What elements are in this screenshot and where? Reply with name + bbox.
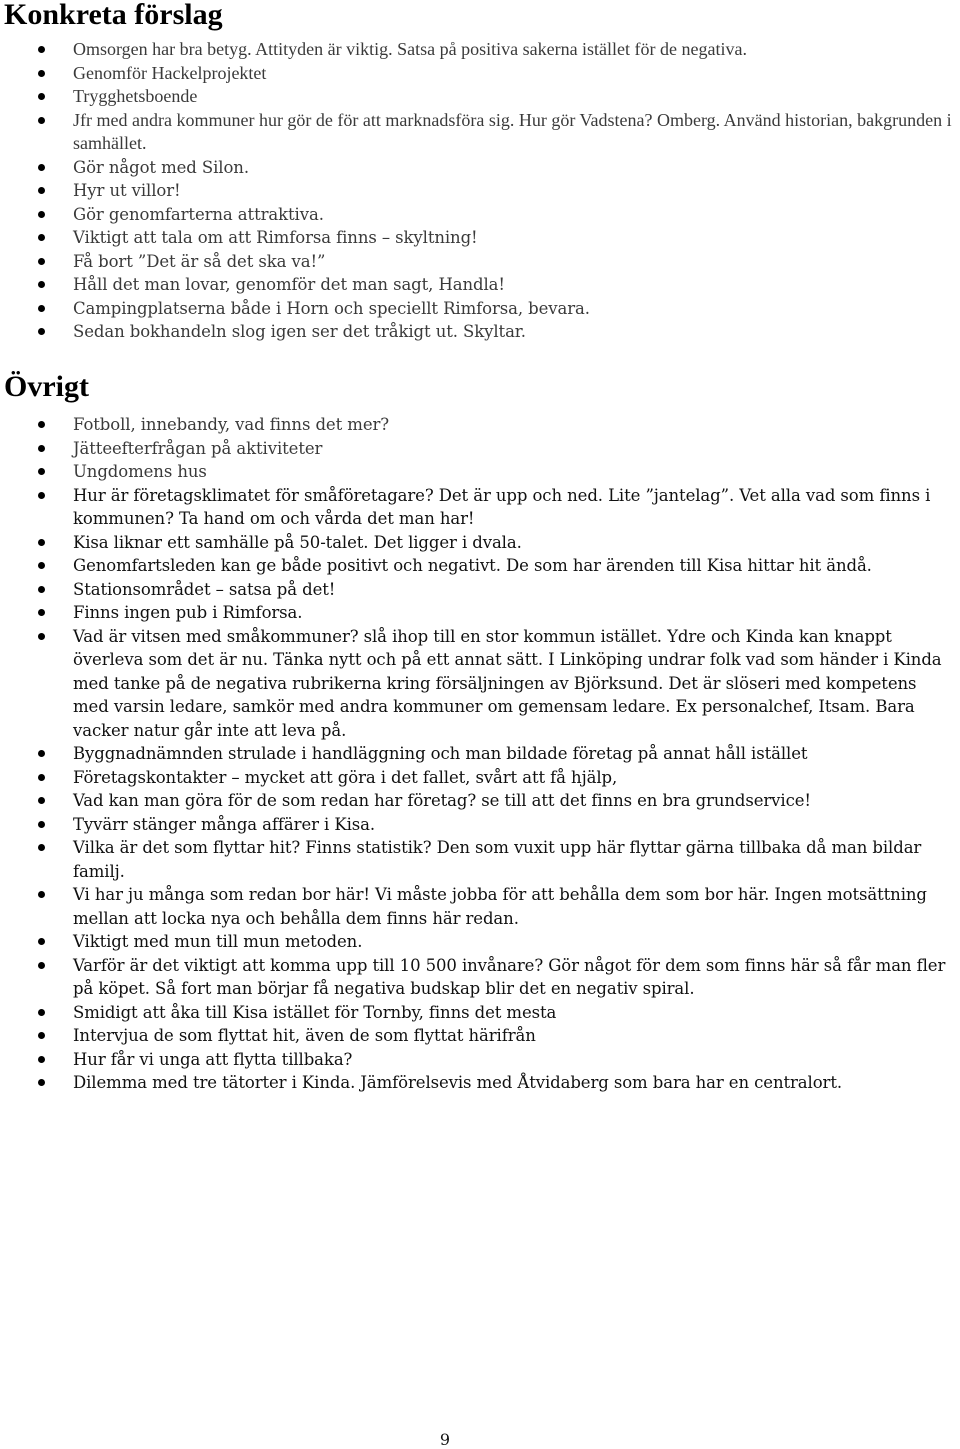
bullet-icon: [38, 281, 45, 288]
list-item-text: Viktigt med mun till mun metoden.: [73, 932, 363, 951]
list-item-text: Gör genomfarterna attraktiva.: [73, 204, 324, 224]
bullet-icon: [38, 258, 45, 265]
list-item: [0, 250, 960, 274]
bullet-icon: [38, 1079, 45, 1086]
list-item: [0, 578, 960, 602]
list-item-text: Jfr med andra kommuner hur gör de för att marknadsföra sig. Hur gör Vadstena? Omberg. Använd historian, bakgrunden i samhället.: [73, 109, 952, 153]
list-item: [0, 1048, 960, 1072]
bullet-icon: [38, 750, 45, 757]
list-item-text: Stationsområdet – satsa på det!: [73, 579, 336, 599]
list-item: [0, 179, 960, 203]
section-heading-konkreta-forslag: Konkreta förslag: [4, 0, 223, 31]
bullet-icon: [38, 468, 45, 475]
bullet-list-konkreta-forslag: [0, 38, 960, 344]
list-item-text: Jätteefterfrågan på aktiviteter: [73, 438, 323, 458]
list-item: [0, 297, 960, 321]
list-item: [0, 203, 960, 227]
list-item-text: Vad kan man göra för de som redan har företag? se till att det finns en bra grundservice!: [73, 791, 811, 810]
bullet-icon: [38, 305, 45, 312]
list-item: [0, 766, 960, 790]
list-item-text: Gör något med Silon.: [73, 157, 249, 177]
bullet-icon: [38, 774, 45, 781]
bullet-icon: [38, 421, 45, 428]
bullet-icon: [38, 844, 45, 851]
list-item-text: Sedan bokhandeln slog igen ser det tråkigt ut. Skyltar.: [73, 322, 526, 341]
list-item-text: Intervjua de som flyttat hit, även de som flyttat härifrån: [73, 1026, 536, 1045]
bullet-icon: [38, 492, 45, 499]
bullet-icon: [38, 821, 45, 828]
list-item-text: Tyvärr stänger många affärer i Kisa.: [73, 814, 376, 834]
bullet-icon: [38, 328, 45, 335]
bullet-icon: [38, 609, 45, 616]
list-item-text: Vad är vitsen med småkommuner? slå ihop till en stor kommun istället. Ydre och Kinda kan knappt överleva som det är nu. Tänka nytt och på ett annat sätt. I Linköping undrar folk vad som händer i Kinda med tanke på de negativa rubrikerna kring försäljningen av Björksund. Det är slöseri med kompetens med varsin ledare, samkör med andra kommuner om gemensam ledare. Ex personalchef, Itsam. Bara vacker natur går inte att leva på.: [73, 626, 942, 740]
list-item: [0, 1071, 960, 1095]
bullet-icon: [38, 187, 45, 194]
list-item-text: Vilka är det som flyttar hit? Finns statistik? Den som vuxit upp här flyttar gärna tillbaka då man bildar familj.: [73, 838, 922, 881]
list-item: [0, 226, 960, 250]
section-heading-ovrigt: Övrigt: [4, 370, 89, 403]
bullet-icon: [38, 891, 45, 898]
list-item-text: Håll det man lovar, genomför det man sagt, Handla!: [73, 275, 505, 294]
list-item-text: Omsorgen har bra betyg. Attityden är viktig. Satsa på positiva sakerna istället för de negativa.: [73, 39, 747, 59]
list-item: [0, 954, 960, 1001]
list-item-text: Viktigt att tala om att Rimforsa finns – skyltning!: [73, 228, 478, 247]
list-item: [0, 1024, 960, 1048]
list-item: [0, 484, 960, 531]
list-item: [0, 413, 960, 437]
bullet-icon: [38, 586, 45, 593]
list-item: [0, 85, 960, 109]
list-item: [0, 930, 960, 954]
list-item-text: Campingplatserna både i Horn och speciellt Rimforsa, bevara.: [73, 298, 590, 318]
list-item: [0, 38, 960, 62]
bullet-icon: [38, 539, 45, 546]
list-item-text: Hyr ut villor!: [73, 181, 181, 200]
list-item: [0, 156, 960, 180]
list-item-text: Fotboll, innebandy, vad finns det mer?: [73, 415, 390, 434]
bullet-icon: [38, 211, 45, 218]
list-item-text: Genomfartsleden kan ge både positivt och negativt. De som har ärenden till Kisa hittar hit ändå.: [73, 556, 872, 575]
bullet-icon: [38, 46, 45, 53]
bullet-icon: [38, 797, 45, 804]
list-item: [0, 273, 960, 297]
list-item-text: Finns ingen pub i Rimforsa.: [73, 603, 303, 622]
bullet-icon: [38, 93, 45, 100]
list-item-text: Smidigt att åka till Kisa istället för Tornby, finns det mesta: [73, 1002, 557, 1022]
page-number: 9: [439, 1430, 451, 1449]
bullet-icon: [38, 938, 45, 945]
list-item: [0, 62, 960, 86]
list-item-text: Trygghetsboende: [73, 86, 198, 106]
list-item: [0, 883, 960, 930]
list-item: [0, 813, 960, 837]
bullet-icon: [38, 633, 45, 640]
list-item-text: Ungdomens hus: [73, 462, 207, 481]
bullet-icon: [38, 164, 45, 171]
bullet-icon: [38, 70, 45, 77]
bullet-list-ovrigt: [0, 413, 960, 1095]
bullet-icon: [38, 1009, 45, 1016]
bullet-icon: [38, 445, 45, 452]
list-item-text: Genomför Hackelprojektet: [73, 62, 267, 83]
bullet-icon: [38, 962, 45, 969]
bullet-icon: [38, 234, 45, 241]
bullet-icon: [38, 117, 45, 124]
list-item-text: Varför är det viktigt att komma upp till 10 500 invånare? Gör något för dem som finns här så får man fler på köpet. Så fort man börjar få negativa budskap blir det en negativ spiral.: [73, 955, 946, 998]
list-item-text: Kisa liknar ett samhälle på 50-talet. Det ligger i dvala.: [73, 532, 522, 552]
bullet-icon: [38, 562, 45, 569]
list-item-text: Hur är företagsklimatet för småföretagare? Det är upp och ned. Lite ”jantelag”. Vet alla vad som finns i kommunen? Ta hand om och vårda det man har!: [73, 485, 931, 528]
bullet-icon: [38, 1056, 45, 1063]
list-item-text: Hur får vi unga att flytta tillbaka?: [73, 1049, 353, 1069]
bullet-icon: [38, 1032, 45, 1039]
list-item-text: Dilemma med tre tätorter i Kinda. Jämförelsevis med Åtvidaberg som bara har en centralort.: [73, 1073, 843, 1092]
list-item: [0, 625, 960, 743]
list-item: [0, 742, 960, 766]
list-item: [0, 1001, 960, 1025]
list-item-text: Få bort ”Det är så det ska va!”: [73, 251, 326, 271]
list-item: [0, 836, 960, 883]
list-item-text: Byggnadnämnden strulade i handläggning och man bildade företag på annat håll istället: [73, 744, 808, 763]
list-item-text: Vi har ju många som redan bor här! Vi måste jobba för att behålla dem som bor här. Ingen motsättning mellan att locka nya och behålla dem finns här redan.: [73, 885, 927, 928]
list-item: [0, 437, 960, 461]
list-item-text: Företagskontakter – mycket att göra i det fallet, svårt att få hjälp,: [73, 767, 618, 787]
list-item: [0, 320, 960, 344]
list-item: [0, 554, 960, 578]
list-item: [0, 460, 960, 484]
list-item: [0, 601, 960, 625]
list-item: [0, 531, 960, 555]
list-item: [0, 109, 960, 156]
list-item: [0, 789, 960, 813]
